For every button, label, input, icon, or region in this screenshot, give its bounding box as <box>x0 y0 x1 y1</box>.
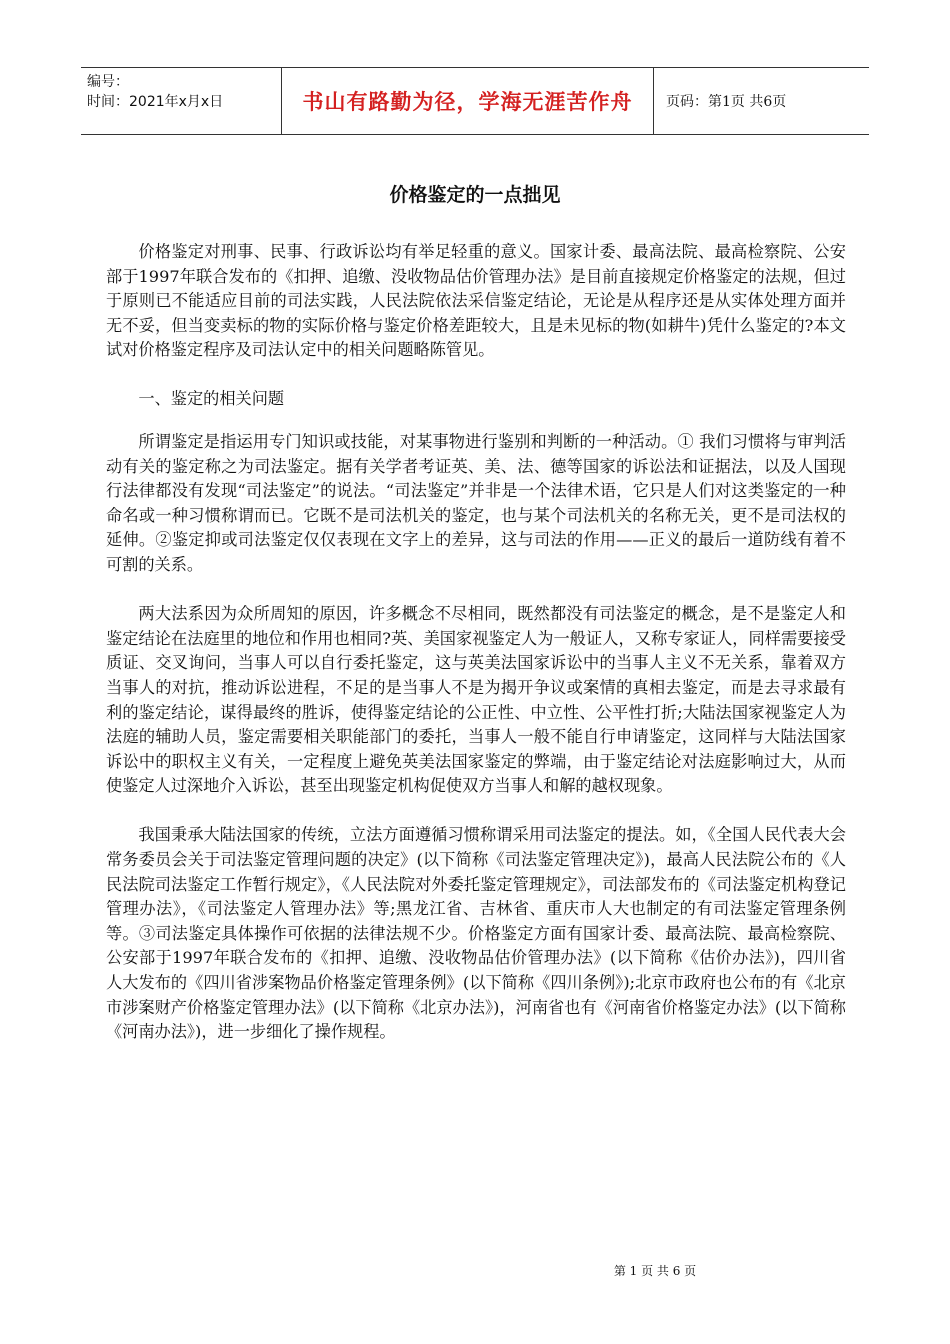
paragraph-intro: 价格鉴定对刑事、民事、行政诉讼均有举足轻重的意义。国家计委、最高法院、最高检察院、公安部于1997年联合发布的《扣押、追缴、没收物品估价管理办法》是目前直接规定价格鉴定的法规，但过于原则已不能适应目前的司法实践，人民法院依法采信鉴定结论，无论是从程序还是从实体处理方面并无不妥，但当变卖标的物的实际价格与鉴定价格差距较大，且是未见标的物(如耕牛)凭什么鉴定的?本文试对价格鉴定程序及司法认定中的相关问题略陈管见。 <box>106 242 846 360</box>
page-footer: 第 1 页 共 6 页 <box>613 1264 697 1278</box>
paragraph: 两大法系因为众所周知的原因，许多概念不尽相同，既然都没有司法鉴定的概念，是不是鉴定人和鉴定结论在法庭里的地位和作用也相同?英、美国家视鉴定人为一般证人，又称专家证人，同样需要接受质证、交叉询问，当事人可以自行委托鉴定，这与英美法国家诉讼中的当事人主义不无关系，靠着双方当事人的对抗，推动诉讼进程，不足的是当事人不是为揭开争议或案情的真相去鉴定，而是去寻求最有利的鉴定结论，谋得最终的胜诉，使得鉴定结论的公正性、中立性、公平性打折;大陆法国家视鉴定人为法庭的辅助人员，鉴定需要相关职能部门的委托，当事人一般不能自行申请鉴定，这同样与大陆法国家诉讼中的职权主义有关，一定程度上避免英美法国家鉴定的弊端，由于鉴定结论对法庭影响过大，从而使鉴定人过深地介入诉讼，甚至出现鉴定机构促使双方当事人和解的越权现象。 <box>106 604 846 796</box>
section-heading: 一、鉴定的相关问题 <box>138 389 285 409</box>
header-motto: 书山有路勤为径，学海无涯苦作舟 <box>281 68 654 134</box>
paragraph: 所谓鉴定是指运用专门知识或技能，对某事物进行鉴别和判断的一种活动。① 我们习惯将与审判活动有关的鉴定称之为司法鉴定。据有关学者考证英、美、法、德等国家的诉讼法和证据法，以及人国现行法律都没有发现“司法鉴定”的说法。“司法鉴定”并非是一个法律术语，它只是人们对这类鉴定的一种命名或一种习惯称谓而已。它既不是司法机关的鉴定，也与某个司法机关的名称无关，更不是司法权的延伸。②鉴定抑或司法鉴定仅仅表现在文字上的差异，这与司法的作用——正义的最后一道防线有着不可割的关系。 <box>106 432 846 575</box>
header-page-info: 页码：第1页 共6页 <box>666 94 787 110</box>
document-title: 价格鉴定的一点拙见 <box>389 184 561 206</box>
page-header <box>81 67 869 135</box>
document-date: 时间：2021年x月x日 <box>87 94 224 110</box>
document-number: 编号： <box>87 74 129 90</box>
paragraph: 我国秉承大陆法国家的传统，立法方面遵循习惯称谓采用司法鉴定的提法。如，《全国人民代表大会常务委员会关于司法鉴定管理问题的决定》(以下简称《司法鉴定管理决定》)，最高人民法院公布的《人民法院司法鉴定工作暂行规定》，《人民法院对外委托鉴定管理规定》，司法部发布的《司法鉴定机构登记管理办法》，《司法鉴定人管理办法》等;黑龙江省、吉林省、重庆市人大也制定的有司法鉴定管理条例等。③司法鉴定具体操作可依据的法律法规不少。价格鉴定方面有国家计委、最高法院、最高检察院、公安部于1997年联合发布的《扣押、追缴、没收物品估价管理办法》(以下简称《估价办法》)，四川省人大发布的《四川省涉案物品价格鉴定管理条例》(以下简称《四川条例》);北京市政府也公布的有《北京市涉案财产价格鉴定管理办法》(以下简称《北京办法》)，河南省也有《河南省价格鉴定办法》(以下简称《河南办法》)，进一步细化了操作规程。 <box>106 825 846 1042</box>
header-meta <box>81 68 281 134</box>
document-body <box>106 240 846 1069</box>
